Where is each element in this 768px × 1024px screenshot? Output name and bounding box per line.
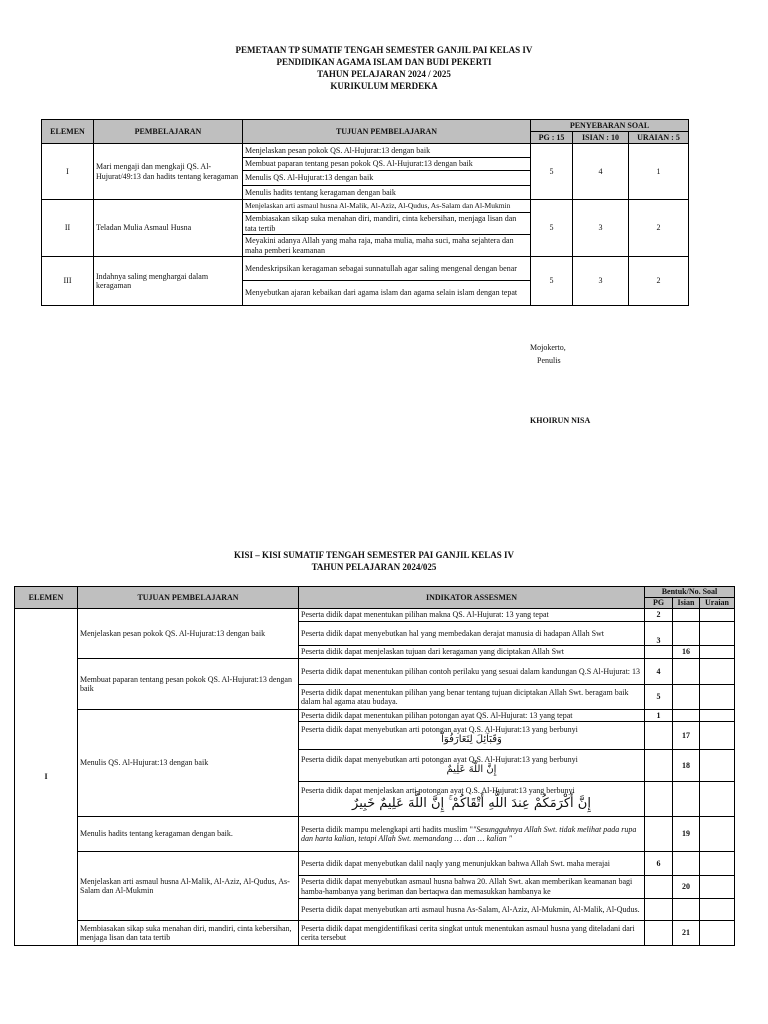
uraian-number — [700, 646, 735, 659]
isian-cell: 3 — [573, 200, 629, 257]
arabic-verse: إِنَّ أَكْرَمَكُمْ عِندَ اللَّهِ أَتْقَاكُمْ ۚ إِنَّ اللَّهَ عَلِيمٌ خَبِيرٌ — [352, 795, 591, 811]
isian-cell: 4 — [573, 144, 629, 200]
elemen-cell: II — [42, 200, 94, 257]
kisi-tujuan-cell: Membiasakan sikap suka menahan diri, mandiri, cinta kebersihan, menjaga lisan dan tata tertib — [78, 921, 299, 946]
indikator-text: Peserta didik dapat menyebutkan arti potongan ayat Q.S. Al-Hujurat:13 yang berbunyi — [301, 724, 578, 734]
isian-number: 18 — [673, 750, 700, 782]
header-elemen: ELEMEN — [42, 120, 94, 144]
indikator-cell: Peserta didik dapat menentukan pilihan potongan ayat QS. Al-Hujurat: 13 yang tepat — [299, 710, 645, 722]
elemen-cell: I — [42, 144, 94, 200]
kisi-tujuan-cell: Menjelaskan pesan pokok QS. Al-Hujurat:13 dengan baik — [78, 609, 299, 659]
isian-number — [673, 710, 700, 722]
indikator-cell — [299, 722, 645, 750]
pg-number — [645, 722, 673, 750]
isian-number — [673, 899, 700, 921]
kisi-elemen-cell: I — [15, 609, 78, 946]
isian-number — [673, 659, 700, 685]
indikator-text: Peserta didik dapat menyebutkan arti potongan ayat Q.S. Al-Hujurat:13 yang berbunyi — [301, 754, 578, 764]
isian-number — [673, 609, 700, 622]
tujuan-cell: Menjelaskan pesan pokok QS. Al-Hujurat:13 dengan baik — [243, 144, 531, 158]
kisi-tujuan-cell: Menjelaskan arti asmaul husna Al-Malik, Al-Aziz, Al-Qudus, As-Salam dan Al-Mukmin — [78, 852, 299, 921]
tujuan-cell: Menulis hadits tentang keragaman dengan baik — [243, 186, 531, 200]
document-header — [0, 44, 768, 92]
uraian-cell: 2 — [629, 200, 689, 257]
kisi-title-line-2: TAHUN PELAJARAN 2024/025 — [311, 562, 437, 572]
indikator-cell: Peserta didik dapat menyebutkan arti asmaul husna As-Salam, Al-Aziz, Al-Mukmin, Al-Malik, Al-Qudus. — [299, 899, 645, 921]
uraian-number — [700, 876, 735, 899]
uraian-number — [700, 817, 735, 852]
arabic-verse: وَقَبَآئِلَ لِتَعَارَفُوٓاْ — [441, 734, 502, 746]
pg-number — [645, 876, 673, 899]
tujuan-cell: Menyebutkan ajaran kebaikan dari agama islam dan agama selain islam dengan tepat — [243, 281, 531, 306]
indikator-text: Peserta didik mampu melengkapi arti hadits muslim " — [301, 824, 473, 834]
uraian-number — [700, 750, 735, 782]
elemen-cell: III — [42, 257, 94, 306]
kisi-tujuan-cell: Membuat paparan tentang pesan pokok QS. Al-Hujurat:13 dengan baik — [78, 659, 299, 710]
tujuan-cell: Membiasakan sikap suka menahan diri, mandiri, cinta kebersihan, menjaga lisan dan tata tertib — [243, 213, 531, 235]
uraian-number — [700, 852, 735, 876]
indikator-text: Peserta didik dapat menjelaskan arti potongan ayat Q.S. Al-Hujurat:13 yang berbunyi — [301, 786, 575, 796]
signature-place: Mojokerto, — [530, 343, 566, 352]
indikator-cell — [299, 750, 645, 782]
pg-number — [645, 921, 673, 946]
isian-number: 20 — [673, 876, 700, 899]
header-tujuan: TUJUAN PEMBELAJARAN — [243, 120, 531, 144]
indikator-cell: Peserta didik dapat menentukan pilihan makna QS. Al-Hujurat: 13 yang tepat — [299, 609, 645, 622]
uraian-number — [700, 710, 735, 722]
header-line-3: TAHUN PELAJARAN 2024 / 2025 — [317, 69, 451, 79]
signature-name: KHOIRUN NISA — [530, 416, 591, 425]
tujuan-cell: Menjelaskan arti asmaul husna Al-Malik, Al-Aziz, Al-Qudus, As-Salam dan Al-Mukmin — [243, 200, 531, 213]
pg-number: 2 — [645, 609, 673, 622]
signature-block — [530, 341, 566, 367]
uraian-number — [700, 622, 735, 646]
kisi-title-line-1: KISI – KISI SUMATIF TENGAH SEMESTER PAI GANJIL KELAS IV — [234, 550, 514, 560]
mapping-table — [41, 119, 689, 306]
tujuan-cell: Meyakini adanya Allah yang maha raja, maha mulia, maha suci, maha sejahtera dan maha pemberi keamanan — [243, 235, 531, 257]
pg-number: 5 — [645, 685, 673, 710]
indikator-cell — [299, 876, 645, 899]
isian-number: 16 — [673, 646, 700, 659]
isian-number: 17 — [673, 722, 700, 750]
signature-role: Penulis — [537, 356, 561, 365]
arabic-verse: إِنَّ اللَّهَ عَلِيمٌ — [446, 764, 497, 776]
kisi-header-tujuan: TUJUAN PEMBELAJARAN — [78, 587, 299, 609]
uraian-number — [700, 659, 735, 685]
kisi-table — [14, 586, 735, 946]
header-pembelajaran: PEMBELAJARAN — [94, 120, 243, 144]
kisi-header-uraian: Uraian — [700, 598, 735, 609]
kisi-tujuan-cell: Menulis QS. Al-Hujurat:13 dengan baik — [78, 710, 299, 817]
kisi-title — [0, 549, 748, 573]
uraian-number — [700, 685, 735, 710]
tujuan-cell: Menulis QS. Al-Hujurat:13 dengan baik — [243, 171, 531, 186]
uraian-number — [700, 899, 735, 921]
pg-cell: 5 — [531, 257, 573, 306]
isian-number: 19 — [673, 817, 700, 852]
header-line-1: PEMETAAN TP SUMATIF TENGAH SEMESTER GANJIL PAI KELAS IV — [235, 45, 533, 55]
isian-number — [673, 622, 700, 646]
tujuan-cell: Mendeskripsikan keragaman sebagai sunnatullah agar saling mengenal dengan benar — [243, 257, 531, 281]
header-uraian: URAIAN : 5 — [629, 132, 689, 144]
pg-cell: 5 — [531, 200, 573, 257]
pg-number — [645, 782, 673, 817]
pembelajaran-cell: Teladan Mulia Asmaul Husna — [94, 200, 243, 257]
pg-number — [645, 899, 673, 921]
pg-number — [645, 750, 673, 782]
indikator-cell — [299, 817, 645, 852]
pg-number: 4 — [645, 659, 673, 685]
pg-number: 1 — [645, 710, 673, 722]
indikator-cell: Peserta didik dapat menentukan pilihan yang benar tentang tujuan diciptakan Allah Swt. beragam baik dalam hal agama atau budaya. — [299, 685, 645, 710]
isian-number — [673, 685, 700, 710]
isian-number: 21 — [673, 921, 700, 946]
pg-number: 3 — [645, 622, 673, 646]
hadith-quote: "Sesungguhnya Allah Swt. tidak melihat pada rupa dan harta kalian, tetapi Allah Swt. memandang … dan … kalian " — [301, 824, 637, 843]
uraian-cell: 1 — [629, 144, 689, 200]
indikator-text: Peserta didik dapat menyebutkan asmaul husna bahwa 20. Allah Swt. akan memberikan keamanan bagi hamba-hambanya yang beriman dan bertaqwa dan memasukkan hambanya ke — [301, 877, 633, 896]
pg-number — [645, 817, 673, 852]
uraian-cell: 2 — [629, 257, 689, 306]
indikator-cell: Peserta didik dapat menjelaskan tujuan dari keragaman yang diciptakan Allah Swt — [299, 646, 645, 659]
kisi-header-indikator: INDIKATOR ASSESMEN — [299, 587, 645, 609]
indikator-cell: Peserta didik dapat mengidentifikasi cerita singkat untuk menentukan asmaul husna yang diteladani dari cerita tersebut — [299, 921, 645, 946]
kisi-header-isian: Isian — [673, 598, 700, 609]
kisi-header-bentuk: Bentuk/No. Soal — [645, 587, 735, 598]
kisi-header-pg: PG — [645, 598, 673, 609]
isian-number — [673, 782, 700, 817]
header-line-2: PENDIDIKAN AGAMA ISLAM DAN BUDI PEKERTI — [276, 57, 492, 67]
isian-cell: 3 — [573, 257, 629, 306]
pg-number: 6 — [645, 852, 673, 876]
pembelajaran-cell: Mari mengaji dan mengkaji QS. Al-Hujurat/49:13 dan hadits tentang keragaman — [94, 144, 243, 200]
indikator-cell: Peserta didik dapat menyebutkan dalil naqly yang menunjukkan bahwa Allah Swt. maha merajai — [299, 852, 645, 876]
uraian-number — [700, 609, 735, 622]
uraian-number — [700, 782, 735, 817]
kisi-tujuan-cell: Menulis hadits tentang keragaman dengan baik. — [78, 817, 299, 852]
pembelajaran-cell: Indahnya saling menghargai dalam keragaman — [94, 257, 243, 306]
indikator-cell: Peserta didik dapat menentukan pilihan contoh perilaku yang sesuai dalam kandungan Q.S Al-Hujurat: 13 — [299, 659, 645, 685]
header-pg: PG : 15 — [531, 132, 573, 144]
pg-number — [645, 646, 673, 659]
indikator-cell — [299, 782, 645, 817]
uraian-number — [700, 921, 735, 946]
header-line-4: KURIKULUM MERDEKA — [330, 81, 438, 91]
indikator-cell: Peserta didik dapat menyebutkan hal yang membedakan derajat manusia di hadapan Allah Swt — [299, 622, 645, 646]
tujuan-cell: Membuat paparan tentang pesan pokok QS. Al-Hujurat:13 dengan baik — [243, 158, 531, 171]
uraian-number — [700, 722, 735, 750]
pg-cell: 5 — [531, 144, 573, 200]
header-isian: ISIAN : 10 — [573, 132, 629, 144]
kisi-header-elemen: ELEMEN — [15, 587, 78, 609]
header-penyebaran: PENYEBARAN SOAL — [531, 120, 689, 132]
isian-number — [673, 852, 700, 876]
